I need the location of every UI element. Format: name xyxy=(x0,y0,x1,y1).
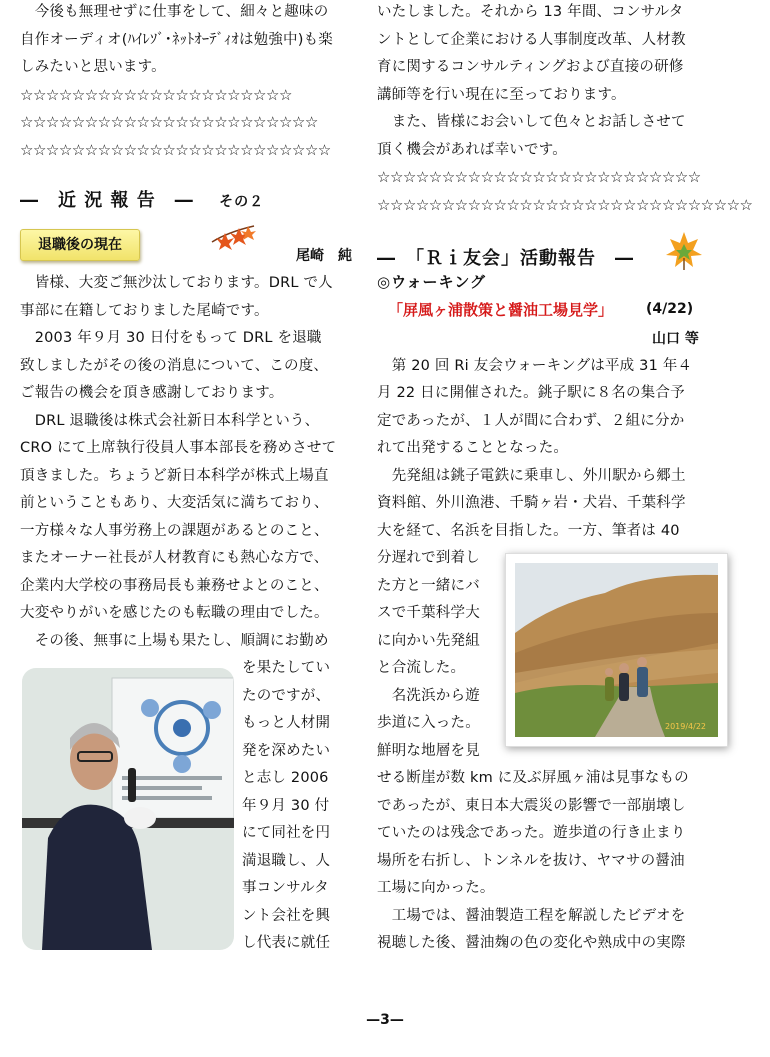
body-line: せる断崖が数 km に及ぶ屏風ヶ浦は見事なもの xyxy=(377,770,689,786)
body-line: れて出発することとなった。 xyxy=(377,440,569,456)
author-name: 尾崎 純 xyxy=(296,248,352,264)
body-line: またオーナー社長が人材教育にも熱心な方で、 xyxy=(20,550,329,566)
maple-leaves-icon xyxy=(208,222,262,256)
star-divider: ☆☆☆☆☆☆☆☆☆☆☆☆☆☆☆☆☆☆☆☆☆☆☆☆☆☆☆☆☆ xyxy=(377,196,753,214)
body-line: 視聴した後、醤油麹の色の変化や熟成中の実際 xyxy=(377,935,686,951)
body-line: 月 22 日に開催された。銚子駅に８名の集合予 xyxy=(377,385,685,401)
activity-category: ◎ウォーキング xyxy=(377,273,487,291)
body-line: 工場では、醤油製造工程を解説したビデオを xyxy=(377,908,686,924)
wrap-line: 満退職し、人 xyxy=(242,853,331,869)
event-date: (4/22) xyxy=(646,301,694,317)
body-line: 大変やりがいを感じたのも転職の理由でした。 xyxy=(20,605,329,621)
body-line: 大を経て、名浜を目指した。一方、筆者は 40 xyxy=(377,523,680,539)
body-line: CRO にて上席執行役員人事本部長を務めさせて xyxy=(20,440,337,456)
body-line: 場所を右折し、トンネルを抜け、ヤマサの醤油 xyxy=(377,853,685,869)
wrap-line: たのですが、 xyxy=(242,688,331,704)
section-subtitle: その２ xyxy=(219,194,265,210)
intro-line: しみたいと思います。 xyxy=(20,59,166,75)
wrap-line: を果たしてい xyxy=(242,660,331,676)
body-line: その後、無事に上場も果たし、順調にお勤め xyxy=(20,633,329,649)
autumn-leaf-icon xyxy=(664,230,704,270)
wrap-line: 分遅れで到着し xyxy=(377,550,480,566)
wrap-line: 歩道に入った。 xyxy=(377,715,480,731)
star-divider: ☆☆☆☆☆☆☆☆☆☆☆☆☆☆☆☆☆☆☆☆☆☆☆☆☆ xyxy=(377,168,701,186)
wrap-line: し代表に就任 xyxy=(242,935,331,951)
body-line: 皆様、大変ご無沙汰しております。DRL で人 xyxy=(20,275,333,291)
body-line: 一方様々な人事労務上の課題があるとのこと、 xyxy=(20,523,329,539)
body-line: 先発組は銚子電鉄に乗車し、外川駅から郷土 xyxy=(377,468,686,484)
section-title: ― 「Ｒｉ友会」活動報告 ― xyxy=(377,248,634,269)
wrap-line: スで千葉科学大 xyxy=(377,605,480,621)
body-line: ご報告の機会を頂き感謝しております。 xyxy=(20,385,284,401)
body-line: 講師等を行い現在に至っております。 xyxy=(377,87,626,103)
wrap-line: と志し 2006 xyxy=(242,770,329,786)
star-divider: ☆☆☆☆☆☆☆☆☆☆☆☆☆☆☆☆☆☆☆☆☆ xyxy=(20,86,292,104)
wrap-line: に向かい先発組 xyxy=(377,633,480,649)
body-line: 頂きました。ちょうど新日本科学が株式上場直 xyxy=(20,468,329,484)
wrap-line: と合流した。 xyxy=(377,660,466,676)
body-line: 2003 年９月 30 日付をもって DRL を退職 xyxy=(20,330,322,346)
wrap-line: 発を深めたい xyxy=(242,743,331,759)
body-line: 育に関するコンサルティングおよび直接の研修 xyxy=(377,59,684,75)
author-name: 山口 等 xyxy=(652,331,699,347)
body-line: 事部に在籍しておりました尾崎です。 xyxy=(20,303,269,319)
wrap-line: 鮮明な地層を見 xyxy=(377,743,480,759)
body-line: 前ということもあり、大変活気に満ちており、 xyxy=(20,495,329,511)
body-line: 致しましたがその後の消息について、この度、 xyxy=(20,358,329,374)
wrap-line: た方と一緒にバ xyxy=(377,578,480,594)
star-divider: ☆☆☆☆☆☆☆☆☆☆☆☆☆☆☆☆☆☆☆☆☆☆☆☆ xyxy=(20,141,331,159)
body-line: 頂く機会があれば幸いです。 xyxy=(377,142,567,158)
body-line: ていたのは残念であった。遊歩道の行き止まり xyxy=(377,825,686,841)
section-badge: 退職後の現在 xyxy=(20,229,140,261)
body-line: であったが、東日本大震災の影響で一部崩壊し xyxy=(377,798,686,814)
body-line: DRL 退職後は株式会社新日本科学という、 xyxy=(20,413,320,429)
section-title xyxy=(20,186,264,212)
body-line: また、皆様にお会いして色々とお話しさせて xyxy=(377,114,686,130)
wrap-line: にて同社を円 xyxy=(242,825,331,841)
body-line: 企業内大学校の事務局長も兼務せよとのこと、 xyxy=(20,578,329,594)
body-line: 第 20 回 Ri 友会ウォーキングは平成 31 年４ xyxy=(377,358,693,374)
wrap-line: 年９月 30 付 xyxy=(242,798,330,814)
body-line: 資料館、外川漁港、千騎ヶ岩・犬岩、千葉科学 xyxy=(377,495,686,511)
walking-photo xyxy=(505,553,728,747)
wrap-line: 名洗浜から遊 xyxy=(377,688,480,704)
body-line: 定であったが、１人が間に合わず、２組に分か xyxy=(377,413,685,429)
intro-line: 自作オーディオ(ﾊｲﾚｿﾞ･ﾈｯﾄｵｰﾃﾞｨｵは勉強中)も楽 xyxy=(20,32,334,48)
wrap-line: もっと人材開 xyxy=(242,715,331,731)
photo-date-stamp: 2019/4/22 xyxy=(665,722,707,731)
body-line: ントとして企業における人事制度改革、人材教 xyxy=(377,32,686,48)
wrap-line: 事コンサルタ xyxy=(242,880,329,896)
page-number: —3— xyxy=(366,1012,404,1028)
star-divider: ☆☆☆☆☆☆☆☆☆☆☆☆☆☆☆☆☆☆☆☆☆☆☆ xyxy=(20,113,318,131)
body-line: 工場に向かった。 xyxy=(377,880,495,896)
intro-line: 今後も無理せずに仕事をして、細々と趣味の xyxy=(20,4,329,20)
section-title-text: ― 近 況 報 告 ― xyxy=(20,190,194,211)
speaker-photo xyxy=(22,668,234,950)
event-title: 「屏風ヶ浦散策と醤油工場見学」 xyxy=(388,301,614,319)
wrap-line: ント会社を興 xyxy=(242,908,331,924)
body-line: いたしました。それから 13 年間、コンサルタ xyxy=(377,4,684,20)
